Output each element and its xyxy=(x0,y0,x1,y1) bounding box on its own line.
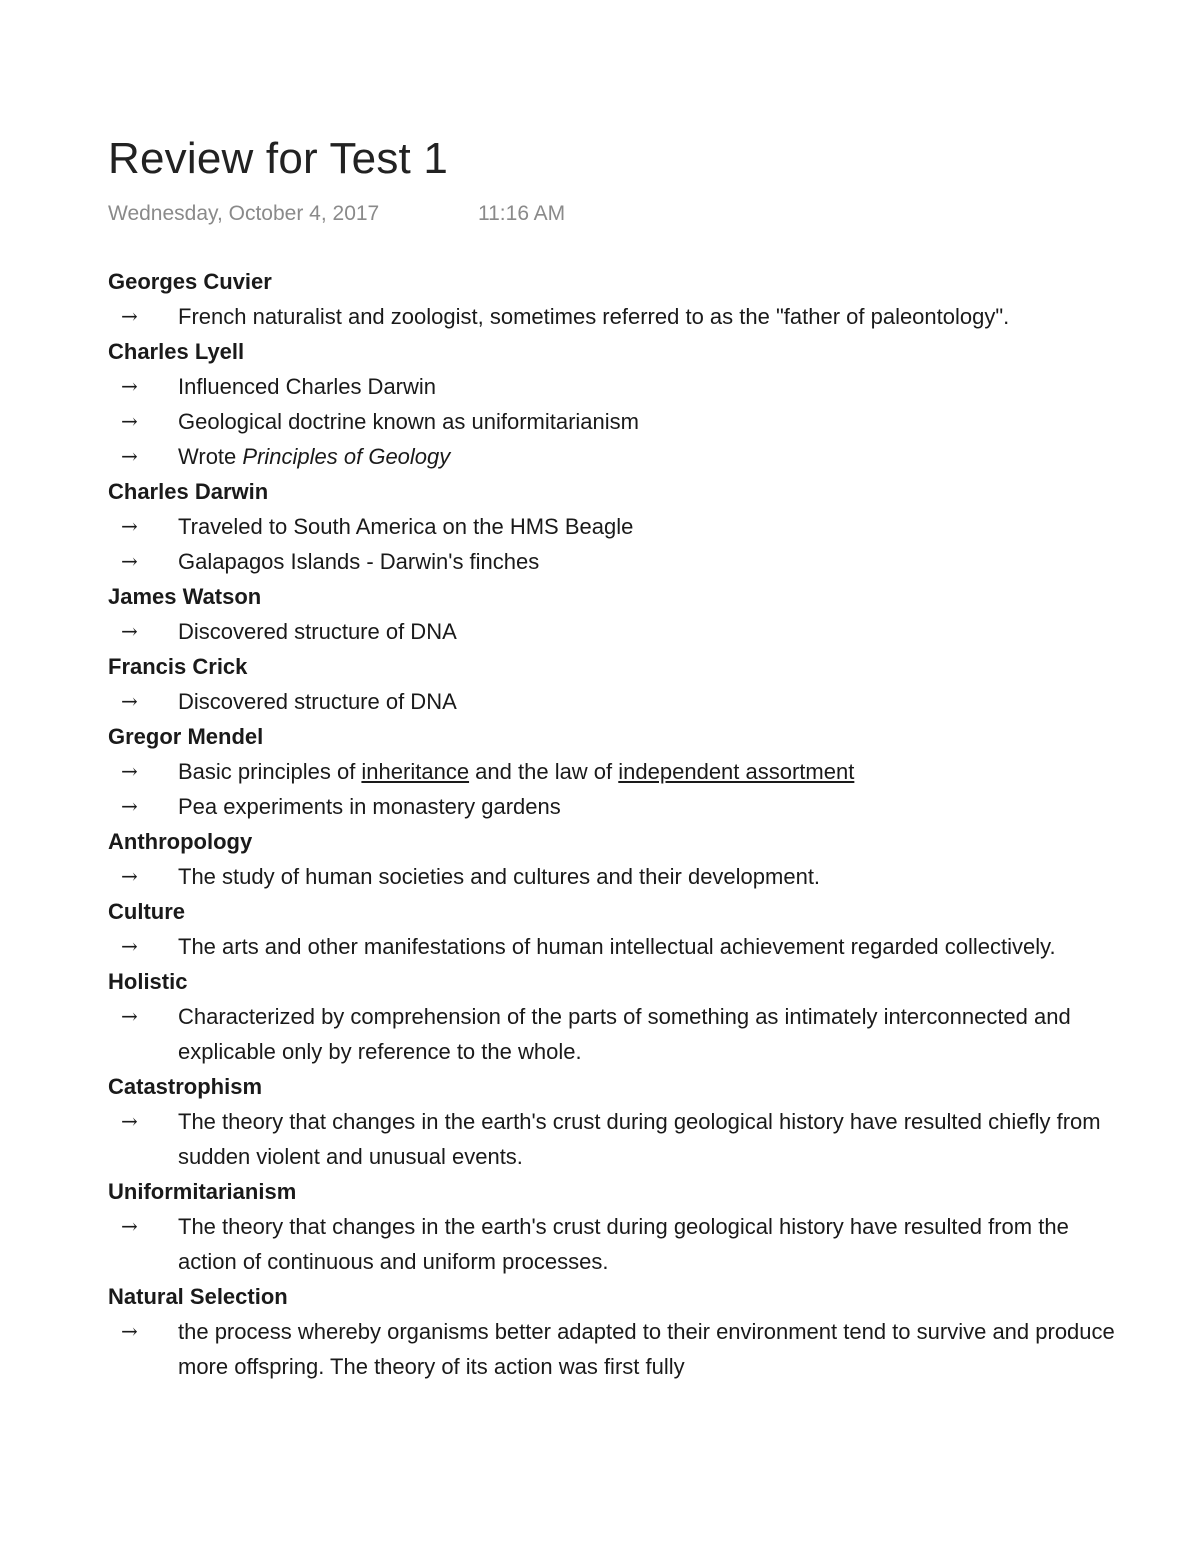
term-bullet: → Discovered structure of DNA xyxy=(108,684,1118,719)
arrow-icon: → xyxy=(121,1214,138,1238)
term-heading: Uniformitarianism xyxy=(108,1179,297,1204)
arrow-icon: → xyxy=(121,619,138,643)
underlined-term: inheritance xyxy=(361,759,470,784)
arrow-icon: → xyxy=(121,444,138,468)
arrow-icon: → xyxy=(121,689,138,713)
term-bullet: → French naturalist and zoologist, sometimes referred to as the "father of paleontology". xyxy=(108,299,1118,334)
term-heading: Charles Darwin xyxy=(108,479,269,504)
note-page xyxy=(108,132,1118,1379)
page-meta xyxy=(108,200,1118,228)
arrow-icon: → xyxy=(121,934,138,958)
arrow-icon: → xyxy=(121,759,138,783)
term-bullet: → The arts and other manifestations of human intellectual achievement regarded collectively. xyxy=(108,929,1118,964)
term-heading: Francis Crick xyxy=(108,654,248,679)
page-time: 11:16 AM xyxy=(478,202,566,225)
term-bullet: → The study of human societies and cultures and their development. xyxy=(108,859,1118,894)
term-bullet: → Discovered structure of DNA xyxy=(108,614,1118,649)
arrow-icon: → xyxy=(121,864,138,888)
arrow-icon: → xyxy=(121,1319,138,1343)
term-heading: Holistic xyxy=(108,969,188,994)
term-bullet: → Galapagos Islands - Darwin's finches xyxy=(108,544,1118,579)
term-heading: Anthropology xyxy=(108,829,253,854)
page-date: Wednesday, October 4, 2017 xyxy=(108,202,380,225)
term-bullet: → Pea experiments in monastery gardens xyxy=(108,789,1118,824)
term-heading: Georges Cuvier xyxy=(108,269,272,294)
term-heading: James Watson xyxy=(108,584,262,609)
term-bullet: → Traveled to South America on the HMS Beagle xyxy=(108,509,1118,544)
book-title: Principles of Geology xyxy=(242,444,451,469)
term-heading: Gregor Mendel xyxy=(108,724,264,749)
term-bullet: → The theory that changes in the earth's crust during geological history have resulted from the action of continuous and uniform processes. xyxy=(108,1209,1118,1279)
term-bullet: → Wrote Principles of Geology xyxy=(108,439,1118,474)
arrow-icon: → xyxy=(121,1109,138,1133)
term-heading: Culture xyxy=(108,899,185,924)
term-bullet: → Characterized by comprehension of the parts of something as intimately interconnected and explicable only by reference to the whole. xyxy=(108,999,1118,1069)
page-title: Review for Test 1 xyxy=(108,134,449,183)
term-heading: Catastrophism xyxy=(108,1074,263,1099)
arrow-icon: → xyxy=(121,794,138,818)
notes-body xyxy=(108,264,1118,1379)
term-bullet: → Influenced Charles Darwin xyxy=(108,369,1118,404)
arrow-icon: → xyxy=(121,374,138,398)
arrow-icon: → xyxy=(121,304,138,328)
term-heading: Charles Lyell xyxy=(108,339,245,364)
term-bullet: → Basic principles of inheritance and the law of independent assortment xyxy=(108,754,1118,789)
term-bullet: → The theory that changes in the earth's crust during geological history have resulted chiefly from sudden violent and unusual events. xyxy=(108,1104,1118,1174)
term-heading: Natural Selection xyxy=(108,1284,288,1309)
arrow-icon: → xyxy=(121,409,138,433)
term-bullet: → Geological doctrine known as uniformitarianism xyxy=(108,404,1118,439)
arrow-icon: → xyxy=(121,1004,138,1028)
underlined-term: independent assortment xyxy=(618,759,855,784)
term-bullet: → the process whereby organisms better adapted to their environment tend to survive and produce more offspring. The theory of its action was first fully xyxy=(108,1314,1118,1384)
arrow-icon: → xyxy=(121,514,138,538)
arrow-icon: → xyxy=(121,549,138,573)
